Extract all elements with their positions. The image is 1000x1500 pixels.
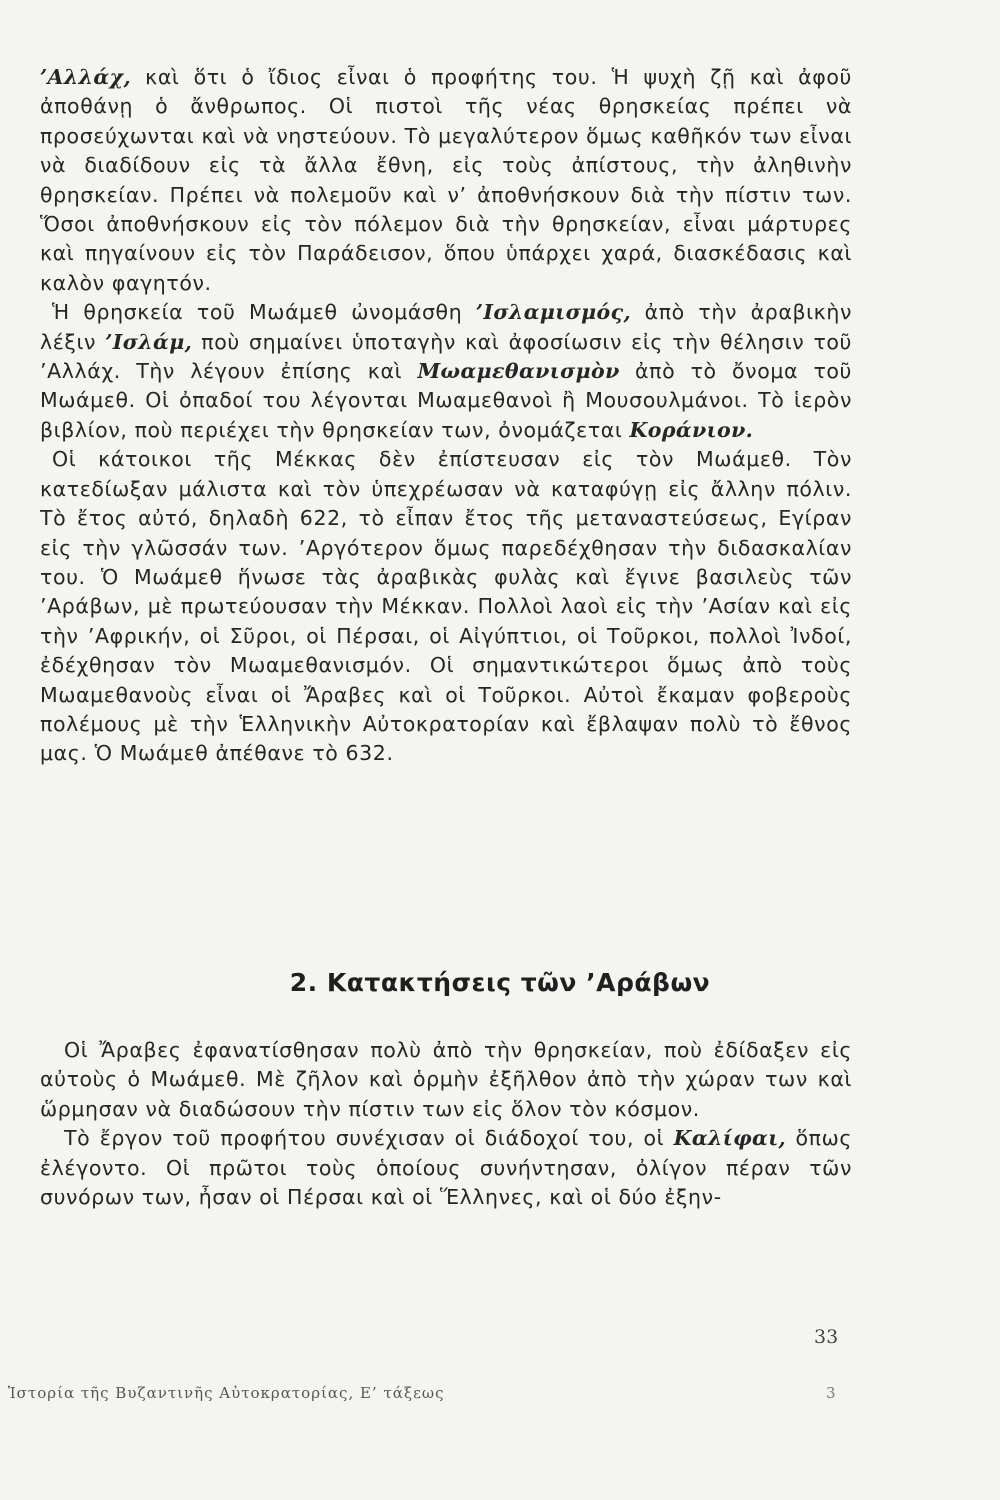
text-run: Οἱ κάτοικοι τῆς Μέκκας δὲν ἐπίστευσαν εἰς τὸν Μωάμεθ. Τὸν κατεδίωξαν μάλιστα καὶ τὸν ὑπεχρέωσαν νὰ καταφύγῃ εἰς ἄλλην πόλιν. Τὸ ἔτος αὐτό, δηλαδὴ 622, τὸ εἶπαν ἔτος τῆς μεταναστεύσεως, Εγίραν εἰς τὴν γλῶσσάν των. ’Αργότερον ὅμως παρεδέχθησαν τὴν διδασκαλίαν του. Ὁ Μωάμεθ ἥνωσε τὰς ἀραβικὰς φυλὰς καὶ ἔγινε βασιλεὺς τῶν ’Αράβων, μὲ πρωτεύουσαν τὴν Μέκκαν. Πολλοὶ λαοὶ εἰς τὴν ’Ασίαν καὶ εἰς τὴν ’Αφρικήν, οἱ Σῦροι, οἱ Πέρσαι, οἱ Αἰγύπτιοι, οἱ Τοῦρκοι, πολλοὶ Ἰνδοί, ἐδέχθησαν τὸν Μωαμεθανισμόν. Οἱ σημαντικώτεροι ὅμως ἀπὸ τοὺς Μωαμεθανοὺς εἶναι οἱ Ἄραβες καὶ οἱ Τοῦρκοι. Αὐτοὶ ἔκαμαν φοβεροὺς πολέμους μὲ τὴν Ἑλληνικὴν Αὐτοκρατορίαν καὶ ἔβλαψαν πολὺ τὸ ἔθνος μας. Ὁ Μωάμεθ ἀπέθανε τὸ 632. [40,447,852,766]
text-run: ἀπὸ τὴν ἀραβικὴν λέξιν [40,300,852,354]
text-run: ποὺ σημαίνει ὑποταγὴν καὶ ἀφοσίωσιν εἰς τὴν θέλησιν τοῦ ’Αλλάχ. Τὴν λέγουν ἐπίσης καὶ [40,329,852,384]
paragraph-allah-faith [40,63,852,298]
page-number: 33 [814,1326,839,1348]
paragraph-islam-name [40,298,852,445]
text-run: Οἱ Ἄραβες ἐφανατίσθησαν πολὺ ἀπὸ τὴν θρησκείαν, ποὺ ἐδίδαξεν εἰς αὐτοὺς ὁ Μωάμεθ. Μὲ ζῆλον καὶ ὁρμὴν ἐξῆλθον ἀπὸ τὴν χώραν των καὶ ὥρμησαν νὰ διαδώσουν τὴν πίστιν των εἰς ὅλον τὸν κόσμον. [40,1038,852,1121]
keyword-term: Καλίφαι, [673,1126,787,1151]
text-run: ἀπὸ τὸ ὄνομα τοῦ Μωάμεθ. Οἱ ὀπαδοί του λέγονται Μωαμεθανοὶ ἢ Μουσουλμάνοι. Τὸ ἱερὸν βιβλίον, ποὺ περιέχει τὴν θρησκείαν των, ὀνομάζεται [40,359,852,442]
keyword-term: Μωαμεθανισμὸν [417,359,620,384]
paragraph-mecca-history [40,445,852,768]
keyword-term: Κοράνιον. [629,417,754,442]
keyword-term: ’Ισλάμ, [105,329,193,354]
text-run: Τὸ ἔργον τοῦ προφήτου συνέχισαν οἱ διάδοχοί του, οἱ [64,1126,674,1151]
body-text [40,63,852,769]
section-heading: 2. Κατακτήσεις τῶν ’Αράβων [289,968,711,997]
section-text [40,1036,852,1212]
paragraph-caliphs [40,1124,852,1212]
text-run: ὅπως ἐλέγοντο. Οἱ πρῶτοι τοὺς ὁποίους συνήντησαν, ὀλίγον πέραν τῶν συνόρων των, ἦσαν οἱ Πέρσαι καὶ οἱ Ἕλληνες, καὶ οἱ δύο ἐξην- [40,1126,852,1210]
text-run: καὶ ὅτι ὁ ἴδιος εἶναι ὁ προφήτης του. Ἡ ψυχὴ ζῇ καὶ ἀφοῦ ἀποθάνῃ ὁ ἄνθρωπος. Οἱ πιστοὶ τῆς νέας θρησκείας πρέπει νὰ προσεύχωνται καὶ νὰ νηστεύουν. Τὸ μεγαλύτερον ὅμως καθῆκόν των εἶναι νὰ διαδίδουν εἰς τὰ ἄλλα ἔθνη, εἰς τοὺς ἀπίστους, τὴν ἀληθινὴν θρησκείαν. Πρέπει νὰ πολεμοῦν καὶ ν’ ἀποθνήσκουν διὰ τὴν πίστιν των. Ὅσοι ἀποθνήσκουν εἰς τὸν πόλεμον διὰ τὴν θρησκείαν, εἶναι μάρτυρες καὶ πηγαίνουν εἰς τὸν Παράδεισον, ὅπου ὑπάρχει χαρά, διασκέδασις καὶ καλὸν φαγητόν. [40,65,852,295]
paragraph-arab-zeal [40,1036,852,1124]
signature-mark: 3 [826,1384,836,1402]
keyword-term: ’Αλλάχ, [40,65,131,89]
keyword-term: ’Ισλαμισμός, [475,300,632,325]
text-run: Ἡ θρησκεία τοῦ Μωάμεθ ὠνομάσθη [52,300,476,325]
footer-book-title: Ἱστορία τῆς Βυζαντινῆς Αὐτοκρατορίας, Ε’ τάξεως [8,1384,445,1402]
